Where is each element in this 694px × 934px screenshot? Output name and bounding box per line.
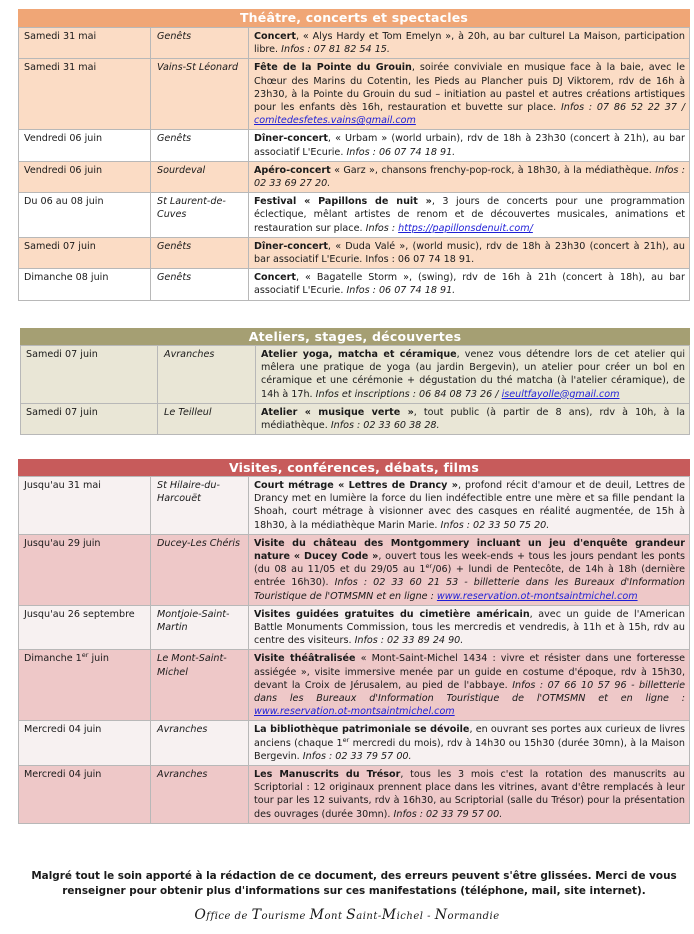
event-info: Infos : 06 07 74 18 91. (346, 146, 456, 158)
table-row (19, 721, 690, 766)
table-row (19, 193, 690, 238)
table-row (19, 534, 690, 605)
event-date: Vendredi 06 juin (19, 161, 151, 192)
website-link[interactable]: https://papillonsdenuit.com/ (398, 222, 533, 234)
event-place: Le Mont-Saint-Michel (151, 650, 249, 721)
event-date: Mercredi 04 juin (19, 721, 151, 766)
event-place: Vains-St Léonard (151, 59, 249, 130)
event-date (19, 650, 151, 721)
table-row (21, 403, 690, 434)
event-info: Infos : 02 33 69 27 20. (254, 164, 685, 190)
event-info: Infos : 02 33 60 21 53 - billetterie dans les Bureaux d'Information Touristique de l'OTMSMN et en ligne : (254, 577, 685, 602)
event-description (249, 650, 690, 721)
signature-word: Saint-Michel (346, 907, 424, 923)
email-link[interactable]: iseultfayolle@gmail.com (501, 388, 620, 400)
event-title: Dîner-concert (254, 240, 328, 252)
table-row (19, 650, 690, 721)
event-date: Samedi 07 juin (19, 237, 151, 268)
table-row (19, 477, 690, 535)
event-date-text: Dimanche 1 (24, 653, 82, 665)
section-theatre (18, 9, 690, 301)
event-description (249, 534, 690, 605)
event-info: Infos : 07 86 52 22 37 / (560, 102, 685, 114)
events-table-theatre (18, 27, 690, 301)
event-description (249, 193, 690, 238)
event-date: Jusqu'au 29 juin (19, 534, 151, 605)
signature-word: de (234, 911, 248, 922)
event-place: Le Teilleul (158, 403, 256, 434)
event-text: « Mont-Saint-Michel 1434 : vivre et résister dans une forteresse assiégée », visite immersive menée par un guide en costume d'époque, rdv à 15h30, devant la Croix de Jérusalem, au pied de l'abbaye. (254, 653, 685, 691)
event-text: , « Urbam » (world urbain), rdv de 18h à 23h30 (concert à 21h), au bar associatif L'Ecurie. (254, 133, 685, 158)
table-row (19, 28, 690, 59)
event-date: Samedi 07 juin (21, 346, 158, 404)
event-info: Infos : 06 07 74 18 91. (346, 285, 456, 297)
event-text: , 3 jours de concerts pour une programmation éclectique, mêlant artistes de renom et de découvertes musicales, animations et restauration sur place. (254, 196, 685, 234)
events-table-ateliers (20, 345, 690, 435)
event-description (249, 28, 690, 59)
event-date-text: juin (88, 653, 109, 665)
section-visites (18, 459, 690, 824)
event-title: Visite théâtralisée (254, 653, 356, 665)
event-description (249, 59, 690, 130)
signature-word: Normandie (434, 907, 500, 923)
event-info: Infos : 06 07 74 18 91. (365, 254, 475, 266)
event-info: Infos : 02 33 50 75 20. (440, 519, 550, 531)
event-date: Vendredi 06 juin (19, 130, 151, 161)
event-description (249, 130, 690, 161)
event-text: , « Duda Valé », (world music), rdv de 18h à 23h30 (concert à 21h), au bar associatif L'Ecurie. (254, 240, 685, 266)
event-place: Genêts (151, 269, 249, 300)
event-description (249, 237, 690, 268)
event-title: Visite du château des Montgommery incluant un jeu d'enquête grandeur nature « Ducey Code » (254, 537, 685, 563)
event-place: Avranches (158, 346, 256, 404)
table-row (19, 605, 690, 650)
event-place: Genêts (151, 237, 249, 268)
ordinal-superscript: er (81, 651, 89, 660)
event-text: , ouvert tous les week-ends + tous les jours pendant les ponts (du 08 au 11/05 et du 29/05 au 1 (254, 551, 686, 576)
event-date: Dimanche 08 juin (19, 269, 151, 300)
event-title: Les Manuscrits du Trésor (254, 769, 401, 781)
event-info: Infos : 02 33 89 24 90. (354, 635, 464, 647)
event-description (256, 403, 690, 434)
section-header-ateliers: Ateliers, stages, découvertes (20, 328, 690, 345)
event-title: La bibliothèque patrimoniale se dévoile (254, 724, 470, 736)
website-link[interactable]: www.reservation.ot-montsaintmichel.com (436, 590, 638, 602)
event-info: Infos : (365, 222, 396, 234)
table-row (19, 766, 690, 824)
event-text: « Garz », chansons frenchy-pop-rock, à 18h30, à la médiathèque. (330, 164, 652, 176)
event-place: St Laurent-de-Cuves (151, 193, 249, 238)
event-title: Atelier yoga, matcha et céramique (261, 349, 457, 360)
event-place: Avranches (151, 721, 249, 766)
office-signature (0, 907, 694, 923)
event-info: Infos et inscriptions : 06 84 08 73 26 / (315, 388, 499, 400)
event-date: Samedi 31 mai (19, 28, 151, 59)
event-place: Genêts (151, 28, 249, 59)
event-info: Infos : 07 81 82 54 15. (281, 44, 390, 56)
section-header-theatre: Théâtre, concerts et spectacles (18, 9, 690, 27)
email-link[interactable]: comitedesfetes.vains@gmail.com (254, 115, 416, 127)
event-description (249, 161, 690, 192)
disclaimer-note: Malgré tout le soin apporté à la rédaction de ce document, des erreurs peuvent s'être glissées. Merci de vous renseigner pour obtenir plus d'informations sur ces manifestations (téléphone, mail, site internet). (31, 870, 677, 897)
event-description (249, 477, 690, 535)
event-place: Ducey-Les Chéris (151, 534, 249, 605)
event-title: Fête de la Pointe du Grouin (254, 62, 412, 74)
event-place: Montjoie-Saint-Martin (151, 605, 249, 650)
event-text: /06) + lundi de Pentecôte, de 14h à 18h (dernière entrée 16h30). (254, 564, 686, 589)
table-row (19, 161, 690, 192)
event-text: , tout public (à partir de 8 ans), rdv à 10h, à la médiathèque. (261, 406, 685, 432)
event-date: Du 06 au 08 juin (19, 193, 151, 238)
section-header-visites: Visites, conférences, débats, films (18, 459, 690, 476)
event-description (249, 766, 690, 824)
event-text: , soirée conviviale en musique face à la baie, avec le Chœur des Marins du Cotentin, les Pieds au Plancher puis DJ Viktorem, rdv de 16h à 23h30, à la Pointe du Grouin du sud – initiation au pastel et autres créations artistiques pour les enfants dès 16h, restauration et buvette sur place. (254, 62, 685, 114)
table-row (19, 59, 690, 130)
signature-word: Office (194, 907, 231, 923)
event-description (249, 269, 690, 300)
event-title: Atelier « musique verte » (261, 406, 414, 418)
event-place: Avranches (151, 766, 249, 824)
event-text: , tous les 3 mois c'est la rotation des manuscrits au Scriptorial : 12 originaux prennent place dans les vitrines, avant d'être remplacés à leur tour par les 12 suivants, rdv à 16h30, au Scriptorial (salle du Trésor) pour la présentation des ouvrages (durée 30mn). (254, 769, 685, 820)
website-link[interactable]: www.reservation.ot-montsaintmichel.com (254, 706, 455, 718)
event-title: Apéro-concert (254, 164, 331, 176)
event-text: , en ouvrant ses portes aux curieux de livres anciens (chaque 1 (254, 724, 685, 749)
section-ateliers (20, 328, 690, 435)
event-text: , « Alys Hardy et Tom Emelyn », à 20h, au bar culturel La Maison, participation libre. (254, 31, 685, 56)
event-title: Visites guidées gratuites du cimetière américain (254, 608, 530, 620)
event-info: Infos : 02 33 79 57 00. (302, 750, 412, 762)
event-date: Mercredi 04 juin (19, 766, 151, 824)
event-title: Court métrage « Lettres de Drancy » (254, 480, 458, 491)
event-date: Jusqu'au 31 mai (19, 477, 151, 535)
event-place: St Hilaire-du-Harcouët (151, 477, 249, 535)
ordinal-superscript: er (342, 735, 350, 744)
signature-word: Tourisme (251, 907, 306, 923)
table-row (19, 130, 690, 161)
event-date: Samedi 31 mai (19, 59, 151, 130)
event-description (249, 721, 690, 766)
table-row (19, 237, 690, 268)
event-text: , « Bagatelle Storm », (swing), rdv de 16h à 21h (concert à 18h), au bar associatif L'Ecurie. (254, 272, 685, 297)
event-info: Infos : 02 33 79 57 00. (393, 808, 503, 820)
event-description (256, 346, 690, 404)
event-title: Dîner-concert (254, 133, 328, 145)
event-text: , avec un guide de l'American Battle Monuments Commission, tous les mercredis et vendredis, à 11h et à 15h, rdv au centre des visiteurs. (254, 608, 685, 647)
event-date: Samedi 07 juin (21, 403, 158, 434)
table-row (21, 346, 690, 404)
event-title: Concert (254, 31, 296, 42)
signature-word: - (427, 911, 432, 922)
event-place: Sourdeval (151, 161, 249, 192)
table-row (19, 269, 690, 300)
events-table-visites (18, 476, 690, 824)
event-description (249, 605, 690, 650)
event-text: , profond récit d'amour et de deuil, Lettres de Drancy met en lumière la force du lien indéfectible entre une mère et sa fille pendant la Shoah, court métrage à visionner avec des casques en réalité augmentée, de 15h à 18h30, à la médiathèque Marin Marie. (254, 480, 686, 531)
ordinal-superscript: er (425, 562, 433, 571)
event-title: Festival « Papillons de nuit » (254, 196, 432, 208)
signature-word: Mont (309, 907, 343, 923)
event-date: Jusqu'au 26 septembre (19, 605, 151, 650)
event-title: Concert (254, 272, 296, 284)
event-text: mercredi du mois), rdv à 14h30 ou 15h30 (durée 30mn), à la Maison Bergevin. (254, 737, 685, 762)
event-info: Infos : 02 33 60 38 28. (330, 420, 440, 432)
event-info: Infos : 07 66 10 57 96 - billetterie dans les Bureaux d'Information Touristique de l'OTMSMN et en ligne : (254, 679, 685, 705)
event-place: Genêts (151, 130, 249, 161)
event-text: , venez vous détendre lors de cet atelier qui mêlera une pratique de yoga (au jardin Bergevin), un atelier pour créer un bol en céramique et une cérémonie + dégustation du thé matcha (à l'atelier céramique), de 14h à 17h. (261, 349, 685, 400)
